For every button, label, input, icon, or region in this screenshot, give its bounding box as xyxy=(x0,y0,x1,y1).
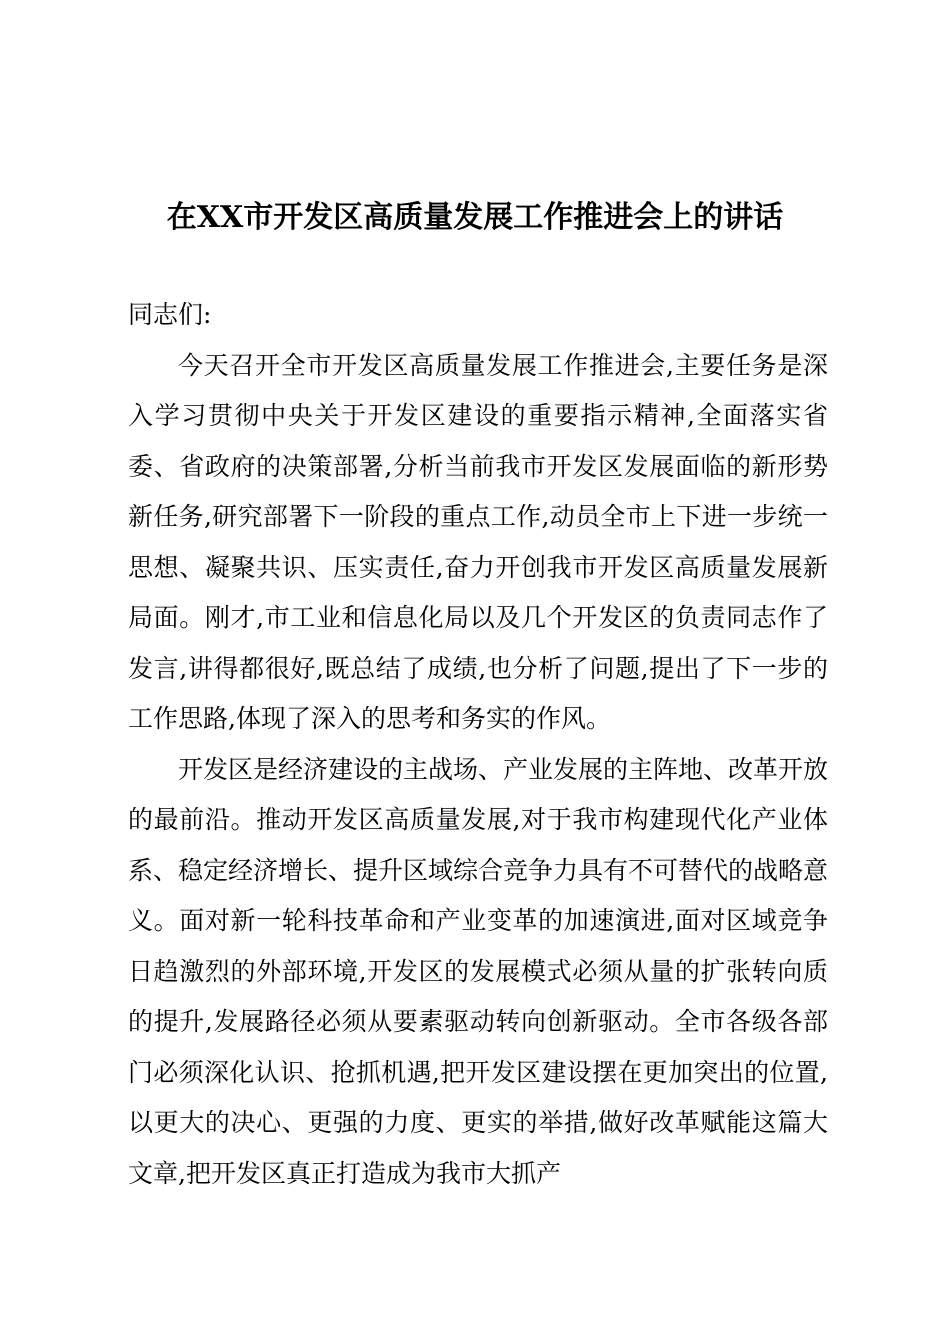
paragraph-2: 开发区是经济建设的主战场、产业发展的主阵地、改革开放的最前沿。推动开发区高质量发展,对于我市构建现代化产业体系、稳定经济增长、提升区域综合竞争力具有不可替代的战略意义。面对新一轮科技革命和产业变革的加速演进,面对区域竞争日趋激烈的外部环境,开发区的发展模式必须从量的扩张转向质的提升,发展路径必须从要素驱动转向创新驱动。全市各级各部门必须深化认识、抢抓机遇,把开发区建设摆在更加突出的位置,以更大的决心、更强的力度、更实的举措,做好改革赋能这篇大文章,把开发区真正打造成为我市大抓产 xyxy=(128,754,829,1188)
document-title: 在XX市开发区高质量发展工作推进会上的讲话 xyxy=(166,200,784,235)
document-body xyxy=(128,290,828,1199)
salutation: 同志们: xyxy=(128,300,212,329)
paragraph-1: 今天召开全市开发区高质量发展工作推进会,主要任务是深入学习贯彻中央关于开发区建设的重要指示精神,全面落实省委、省政府的决策部署,分析当前我市开发区发展面临的新形势新任务,研究部署下一阶段的重点工作,动员全市上下进一步统一思想、凝聚共识、压实责任,奋力开创我市开发区高质量发展新局面。刚才,市工业和信息化局以及几个开发区的负责同志作了发言,讲得都很好,既总结了成绩,也分析了问题,提出了下一步的工作思路,体现了深入的思考和务实的作风。 xyxy=(128,350,828,733)
